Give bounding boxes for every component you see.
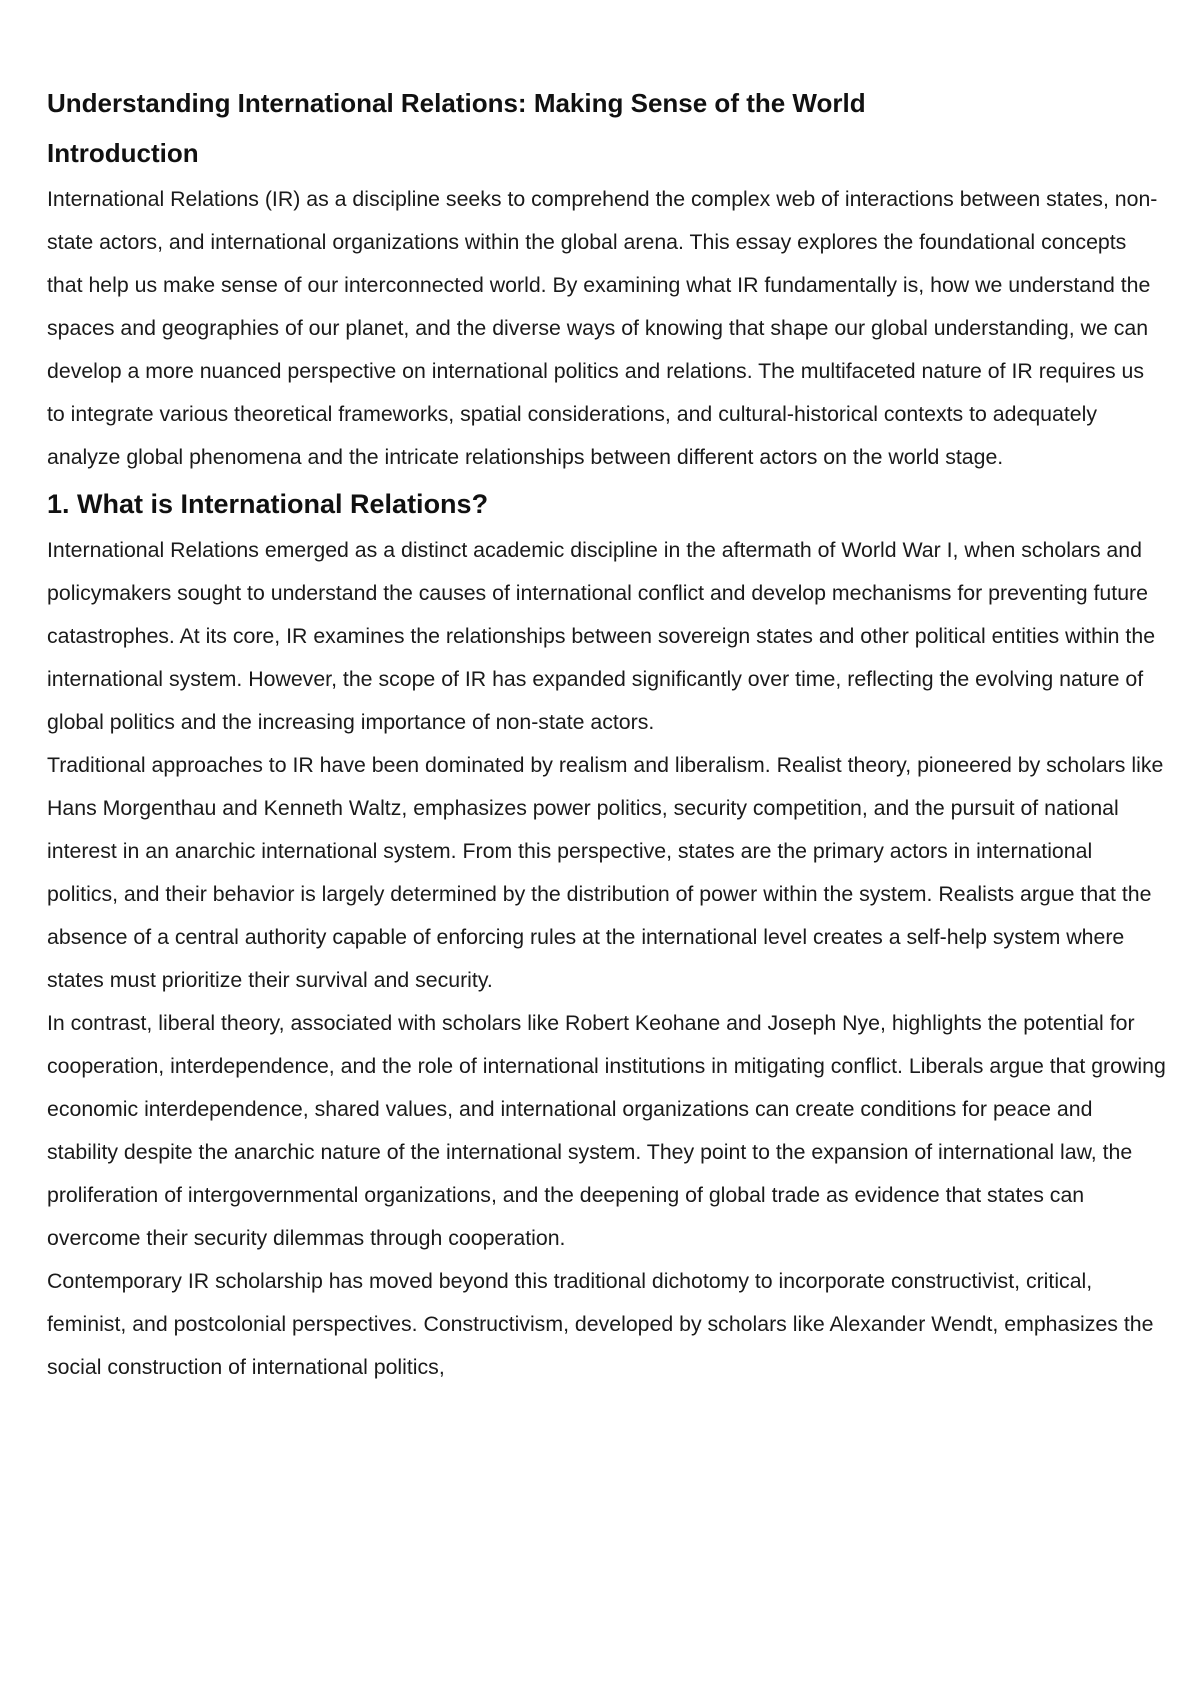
section-heading-what-is-ir: 1. What is International Relations? (47, 489, 489, 519)
document-title: Understanding International Relations: Making Sense of the World (47, 88, 866, 118)
paragraph-introduction: International Relations (IR) as a discipline seeks to comprehend the complex web of interactions between states, non-state actors, and international organizations within the global arena. This essay explores the foundational concepts that help us make sense of our interconnected world. By examining what IR fundamentally is, how we understand the spaces and geographies of our planet, and the diverse ways of knowing that shape our global understanding, we can develop a more nuanced perspective on international politics and relations. The multifaceted nature of IR requires us to integrate various theoretical frameworks, spatial considerations, and cultural-historical contexts to adequately analyze global phenomena and the intricate relationships between different actors on the world stage. (47, 187, 1158, 469)
section-heading-introduction: Introduction (47, 138, 199, 168)
paragraph-ir-origins: International Relations emerged as a distinct academic discipline in the aftermath of World War I, when scholars and policymakers sought to understand the causes of international conflict and develop mechanisms for preventing future catastrophes. At its core, IR examines the relationships between sovereign states and other political entities within the international system. However, the scope of IR has expanded significantly over time, reflecting the evolving nature of global politics and the increasing importance of non-state actors. (47, 538, 1156, 734)
paragraph-liberal-theory: In contrast, liberal theory, associated with scholars like Robert Keohane and Joseph Nye, highlights the potential for cooperation, interdependence, and the role of international institutions in mitigating conflict. Liberals argue that growing economic interdependence, shared values, and international organizations can create conditions for peace and stability despite the anarchic nature of the international system. They point to the expansion of international law, the proliferation of intergovernmental organizations, and the deepening of global trade as evidence that states can overcome their security dilemmas through cooperation. (47, 1011, 1166, 1250)
paragraph-realism-liberalism: Traditional approaches to IR have been dominated by realism and liberalism. Realist theory, pioneered by scholars like Hans Morgenthau and Kenneth Waltz, emphasizes power politics, security competition, and the pursuit of national interest in an anarchic international system. From this perspective, states are the primary actors in international politics, and their behavior is largely determined by the distribution of power within the system. Realists argue that the absence of a central authority capable of enforcing rules at the international level creates a self-help system where states must prioritize their survival and security. (47, 753, 1164, 992)
paragraph-contemporary-scholarship: Contemporary IR scholarship has moved beyond this traditional dichotomy to incorporate constructivist, critical, feminist, and postcolonial perspectives. Constructivism, developed by scholars like Alexander Wendt, emphasizes the social construction of international politics, (47, 1269, 1154, 1379)
document-page (47, 78, 1167, 1389)
